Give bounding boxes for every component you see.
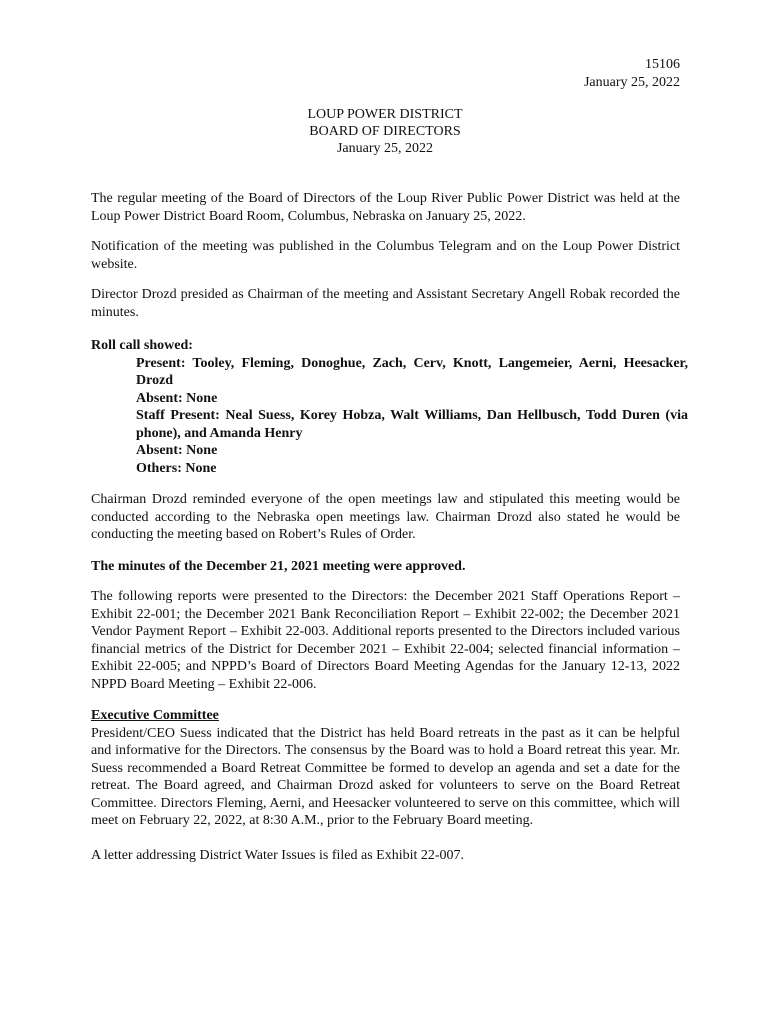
page-header: [584, 56, 680, 92]
title-date: January 25, 2022: [336, 141, 434, 156]
roll-call-staff-absent: Absent: None: [136, 443, 218, 458]
executive-committee-body: President/CEO Suess indicated that the District has held Board retreats in the past as it can be helpful and informative for the Directors. The consensus by the Board was to hold a Board retreat this year. Mr. Suess recommended a Board Retreat Committee be formed to develop an agenda and set a date for the retreat. The Board agreed, and Chairman Drozd asked for volunteers to serve on the Board Retreat Committee. Directors Fleming, Aerni, and Heesacker volunteered to serve on this committee, which will meet on February 22, 2022, at 8:30 A.M., prior to the February Board meeting.: [91, 725, 680, 828]
document-title: [0, 106, 770, 157]
document-body: [91, 190, 688, 876]
title-board: BOARD OF DIRECTORS: [309, 124, 461, 139]
roll-call-heading: Roll call showed:: [91, 338, 193, 353]
notification-paragraph: Notification of the meeting was published in the Columbus Telegram and on the Loup Power District website.: [91, 239, 680, 272]
page-number: 15106: [645, 57, 680, 72]
roll-call: [91, 337, 688, 477]
presided-paragraph: Director Drozd presided as Chairman of the meeting and Assistant Secretary Angell Robak recorded the minutes.: [91, 287, 680, 320]
intro-paragraph: The regular meeting of the Board of Directors of the Loup River Public Power District was held at the Loup Power District Board Room, Columbus, Nebraska on January 25, 2022.: [91, 191, 680, 224]
roll-call-present: Present: Tooley, Fleming, Donoghue, Zach, Cerv, Knott, Langemeier, Aerni, Heesacker, Drozd: [136, 355, 688, 388]
roll-call-absent: Absent: None: [136, 390, 218, 406]
roll-call-others: Others: None: [136, 460, 217, 476]
minutes-approved: The minutes of the December 21, 2021 meeting were approved.: [91, 558, 466, 574]
roll-call-staff-present: Staff Present: Neal Suess, Korey Hobza, Walt Williams, Dan Hellbusch, Todd Duren (via phone), and Amanda Henry: [136, 408, 688, 441]
open-meetings-paragraph: Chairman Drozd reminded everyone of the open meetings law and stipulated this meeting would be conducted according to the Nebraska open meetings law. Chairman Drozd also stated he would be conducting the meeting based on Robert’s Rules of Order.: [91, 492, 680, 542]
executive-committee-section: [91, 707, 680, 864]
header-date: January 25, 2022: [583, 75, 680, 90]
water-letter-paragraph: A letter addressing District Water Issues is filed as Exhibit 22-007.: [91, 847, 465, 863]
reports-paragraph: The following reports were presented to the Directors: the December 2021 Staff Operations Report – Exhibit 22-001; the December 2021 Bank Reconciliation Report – Exhibit 22-002; the December 2021 Vendor Payment Report – Exhibit 22-003. Additional reports presented to the Directors included various financial metrics of the District for December 2021 – Exhibit 22-004; selected financial information – Exhibit 22-005; and NPPD’s Board of Directors Board Meeting Agendas for the January 12-13, 2022 NPPD Board Meeting – Exhibit 22-006.: [91, 589, 680, 692]
executive-committee-heading: Executive Committee: [91, 708, 219, 723]
title-organization: LOUP POWER DISTRICT: [307, 107, 463, 122]
